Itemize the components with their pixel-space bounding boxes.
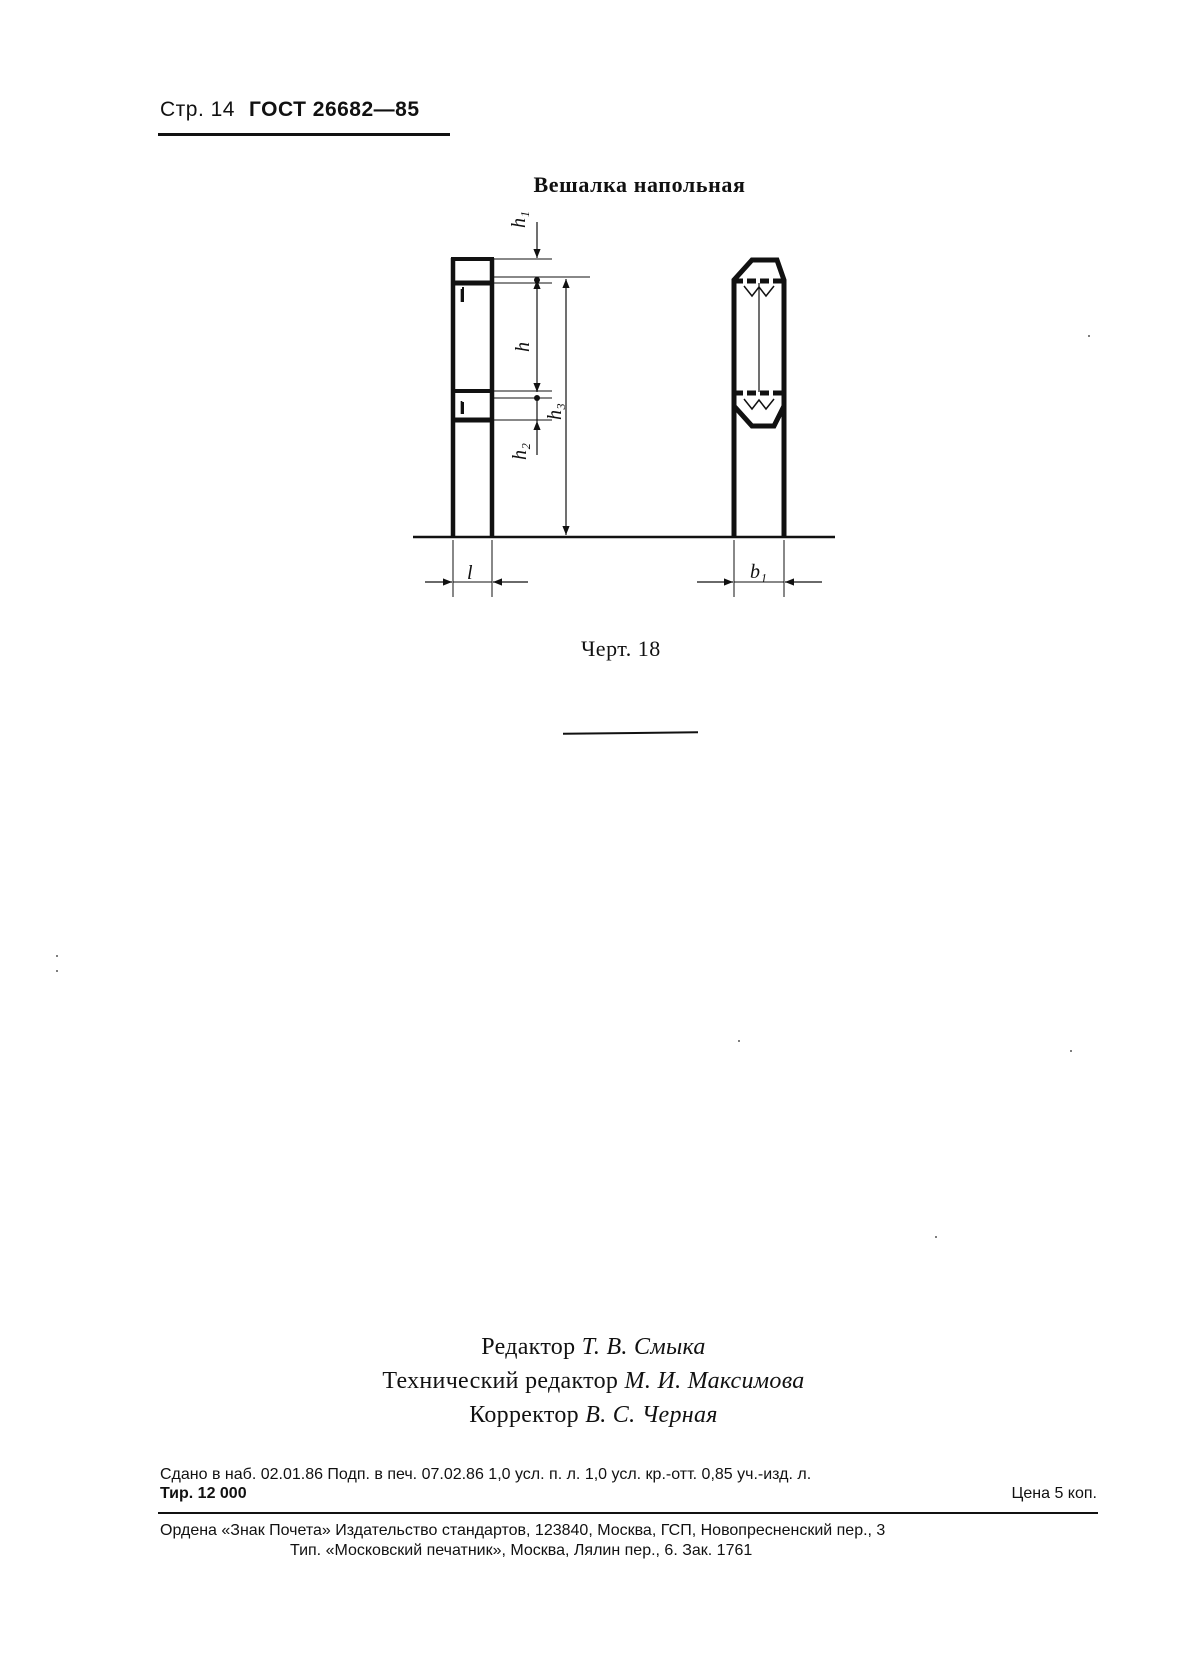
label-h3: h₃: [544, 403, 566, 420]
label-h1: h₁: [508, 211, 530, 228]
section-end-rule: [563, 731, 698, 734]
scan-speck: [935, 1236, 937, 1238]
technical-drawing: [0, 0, 1187, 700]
figure-title: Вешалка напольная: [533, 172, 746, 197]
figure-caption: Черт. 18: [581, 636, 661, 661]
credit-editor: Редактор Т. В. Смыка: [481, 1334, 706, 1360]
label-l: l: [467, 562, 473, 584]
credit-tech-editor: Технический редактор М. И. Максимова: [382, 1368, 805, 1394]
page-number: Стр. 14: [160, 98, 235, 121]
scan-speck: [1088, 335, 1090, 337]
credit-corrector: Корректор В. С. Черная: [469, 1402, 718, 1428]
credits-block: [0, 1330, 1187, 1432]
editor-name: Т. В. Смыка: [581, 1334, 706, 1360]
label-h2: h₂: [509, 443, 531, 460]
imprint-rule: [158, 1512, 1098, 1514]
imprint-line-2: [160, 1484, 1097, 1503]
scan-speck: [1070, 1050, 1072, 1052]
scan-speck: [56, 955, 58, 957]
tirage: Тир. 12 000: [160, 1485, 247, 1502]
standard-number: ГОСТ 26682—85: [249, 98, 420, 121]
publisher-line-1: Ордена «Знак Почета» Издательство стандартов, 123840, Москва, ГСП, Новопресненский пер., 3: [160, 1522, 886, 1539]
tech-editor-name: М. И. Максимова: [624, 1368, 805, 1394]
scan-speck: [56, 970, 58, 972]
publisher-line-2: Тип. «Московский печатник», Москва, Лялин пер., 6. Зак. 1761: [290, 1542, 753, 1559]
scan-speck: [738, 1040, 740, 1042]
side-view: [697, 260, 822, 597]
mark-upper: I: [459, 286, 465, 306]
label-b1: b₁: [750, 561, 767, 583]
publisher-block: [160, 1521, 1100, 1561]
corrector-name: В. С. Черная: [585, 1402, 718, 1428]
print-imprint: [160, 1465, 1097, 1503]
label-h: h: [512, 342, 534, 352]
price: Цена 5 коп.: [1011, 1485, 1097, 1502]
imprint-line-1: Сдано в наб. 02.01.86 Подп. в печ. 07.02.86 1,0 усл. п. л. 1,0 усл. кр.-отт. 0,85 уч.-изд. л.: [160, 1466, 812, 1483]
mark-lower: I: [459, 398, 465, 418]
